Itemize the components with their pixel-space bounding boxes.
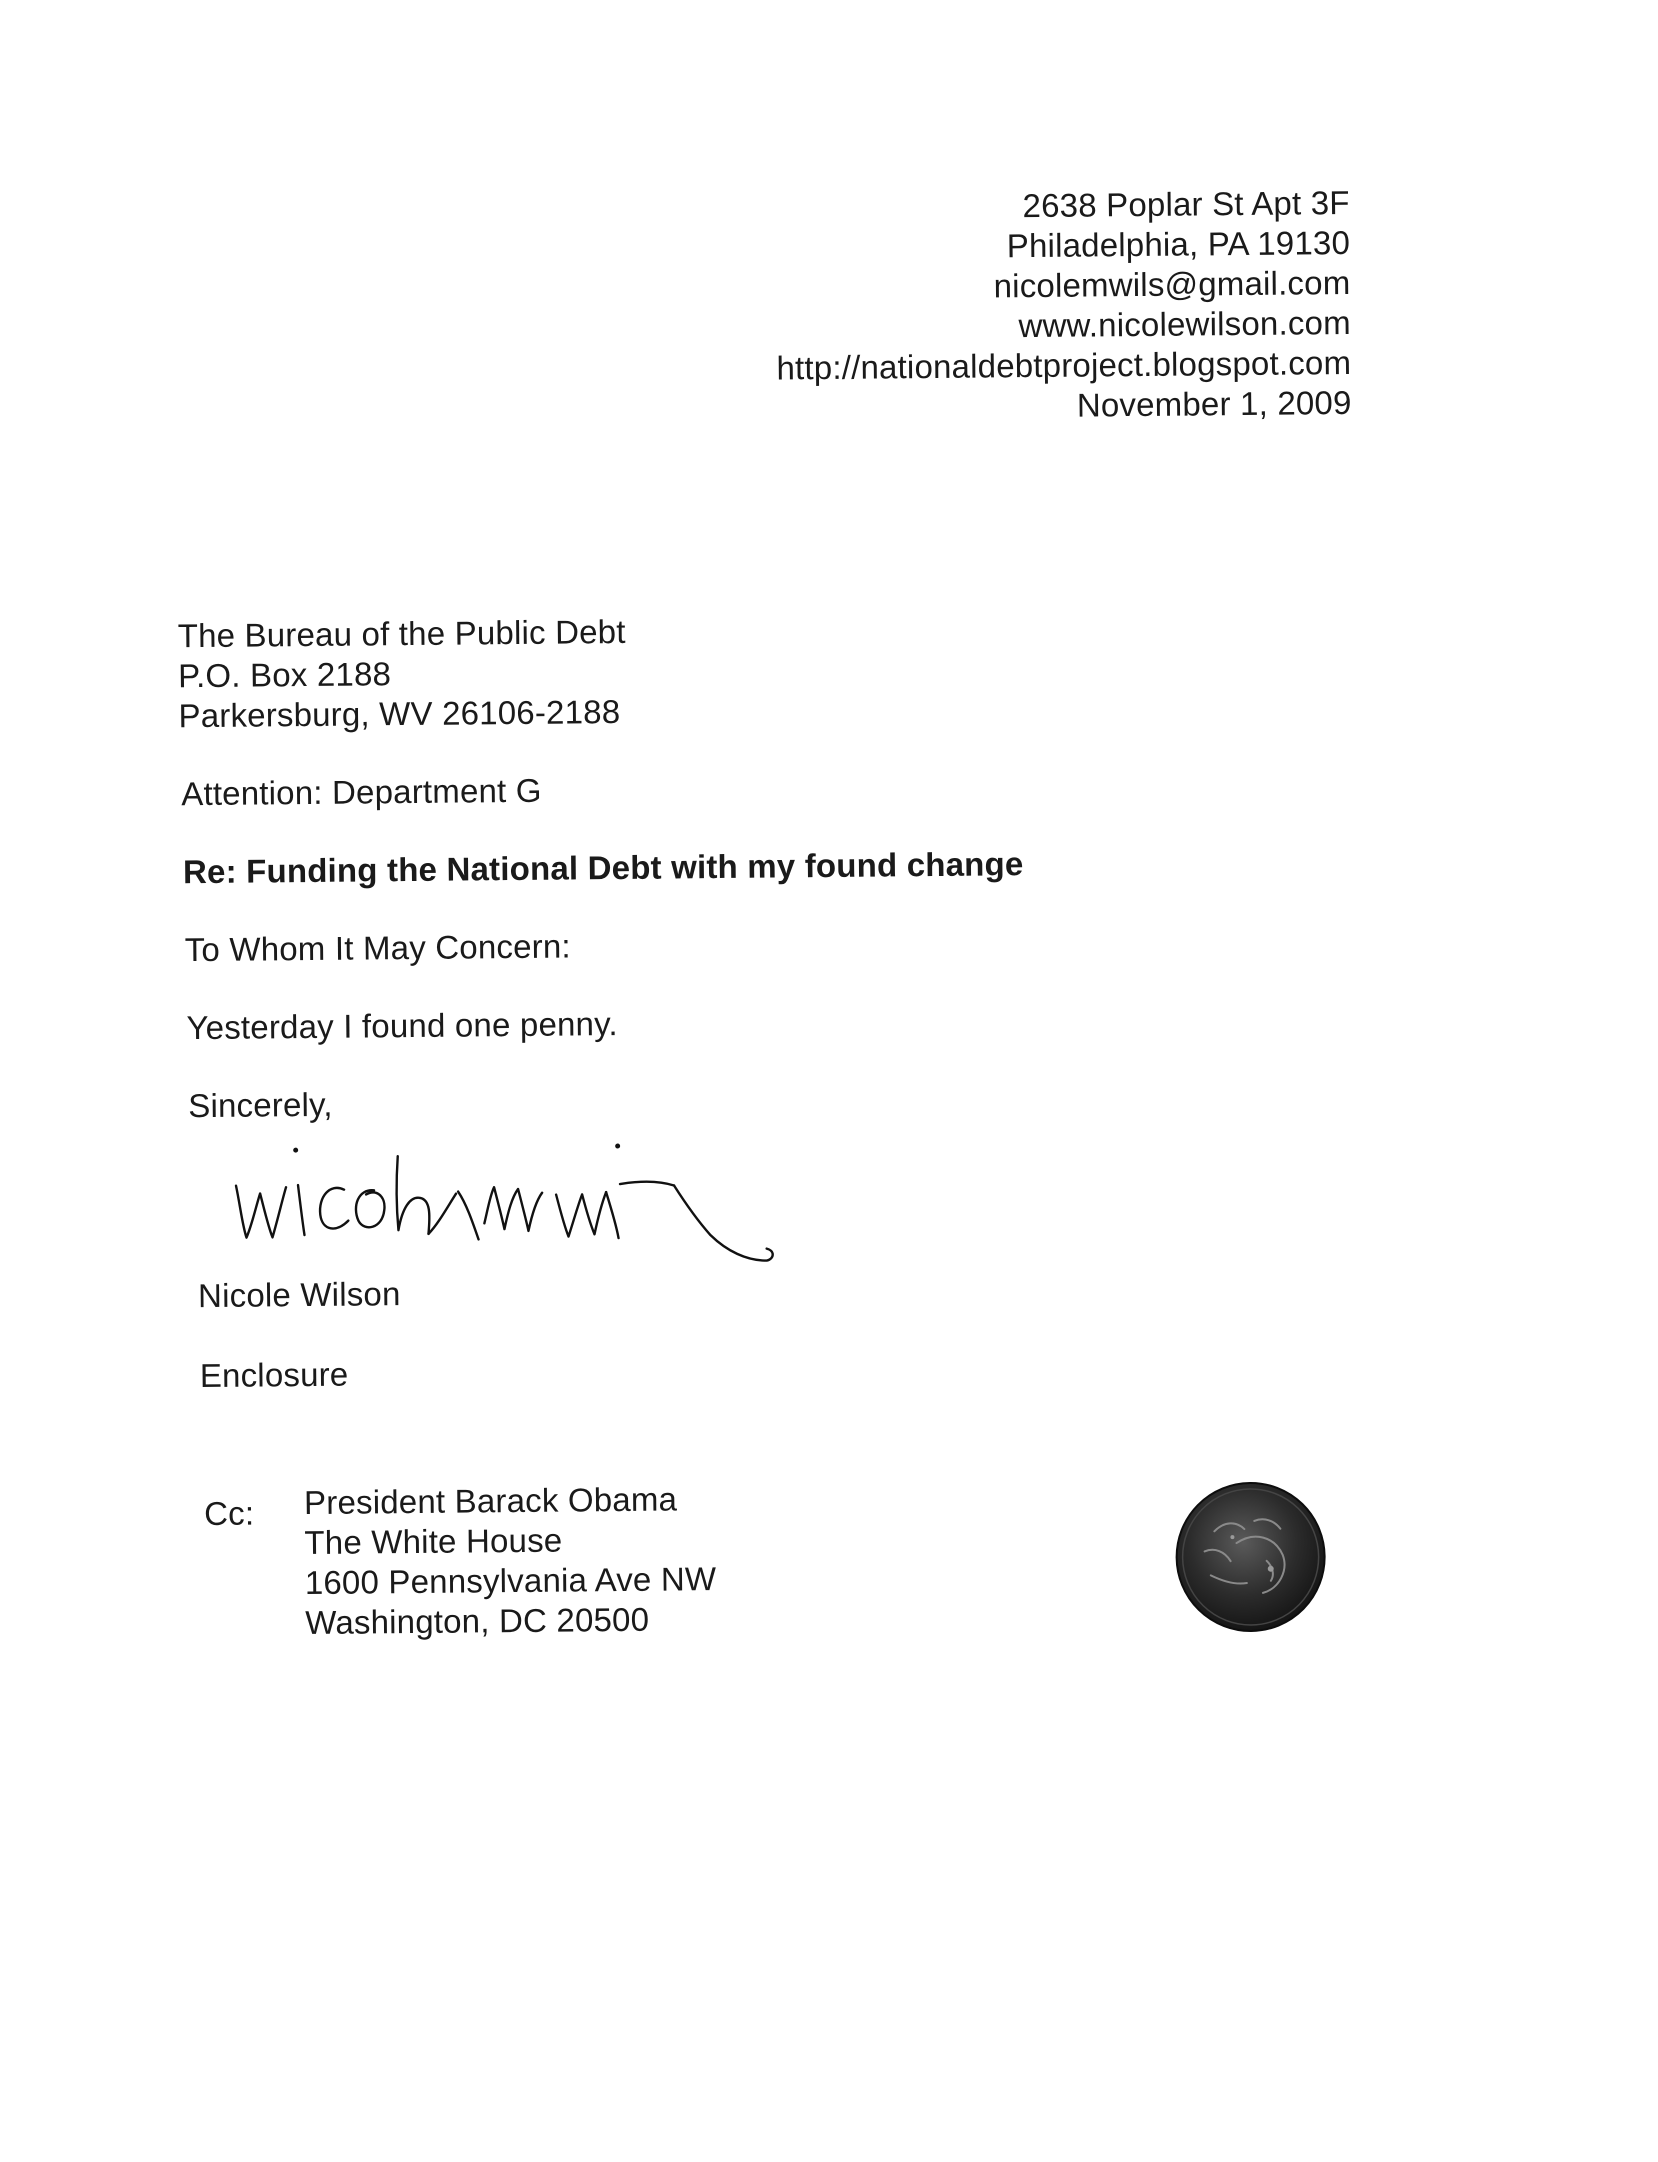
sender-street: 2638 Poplar St Apt 3F (1022, 183, 1350, 225)
recipient-city-state-zip: Parkersburg, WV 26106-2188 (178, 692, 621, 735)
sender-city-state-zip: Philadelphia, PA 19130 (1006, 223, 1351, 265)
penny-coin-icon (1174, 1480, 1327, 1633)
cc-line-4: Washington, DC 20500 (305, 1600, 650, 1642)
attention-line: Attention: Department G (181, 771, 542, 813)
recipient-po-box: P.O. Box 2188 (177, 655, 392, 695)
cc-label: Cc: (203, 1494, 255, 1533)
handwritten-signature (226, 1140, 827, 1276)
closing: Sincerely, (188, 1085, 333, 1125)
sender-email: nicolemwils@gmail.com (993, 263, 1351, 305)
cc-line-3: 1600 Pennsylvania Ave NW (304, 1560, 717, 1602)
sender-website: www.nicolewilson.com (1018, 303, 1351, 345)
recipient-name: The Bureau of the Public Debt (177, 612, 626, 655)
subject-line: Re: Funding the National Debt with my found change (182, 845, 1024, 891)
cc-line-1: President Barack Obama (303, 1480, 678, 1522)
salutation: To Whom It May Concern: (184, 927, 571, 969)
cc-line-2: The White House (304, 1521, 563, 1562)
enclosure-note: Enclosure (199, 1355, 349, 1395)
letter-date: November 1, 2009 (1076, 383, 1352, 424)
sender-blog: http://nationaldebtproject.blogspot.com (776, 343, 1352, 387)
sender-address-block (775, 183, 1352, 429)
signer-name: Nicole Wilson (197, 1275, 401, 1315)
letter-body: Yesterday I found one penny. (186, 1005, 618, 1047)
